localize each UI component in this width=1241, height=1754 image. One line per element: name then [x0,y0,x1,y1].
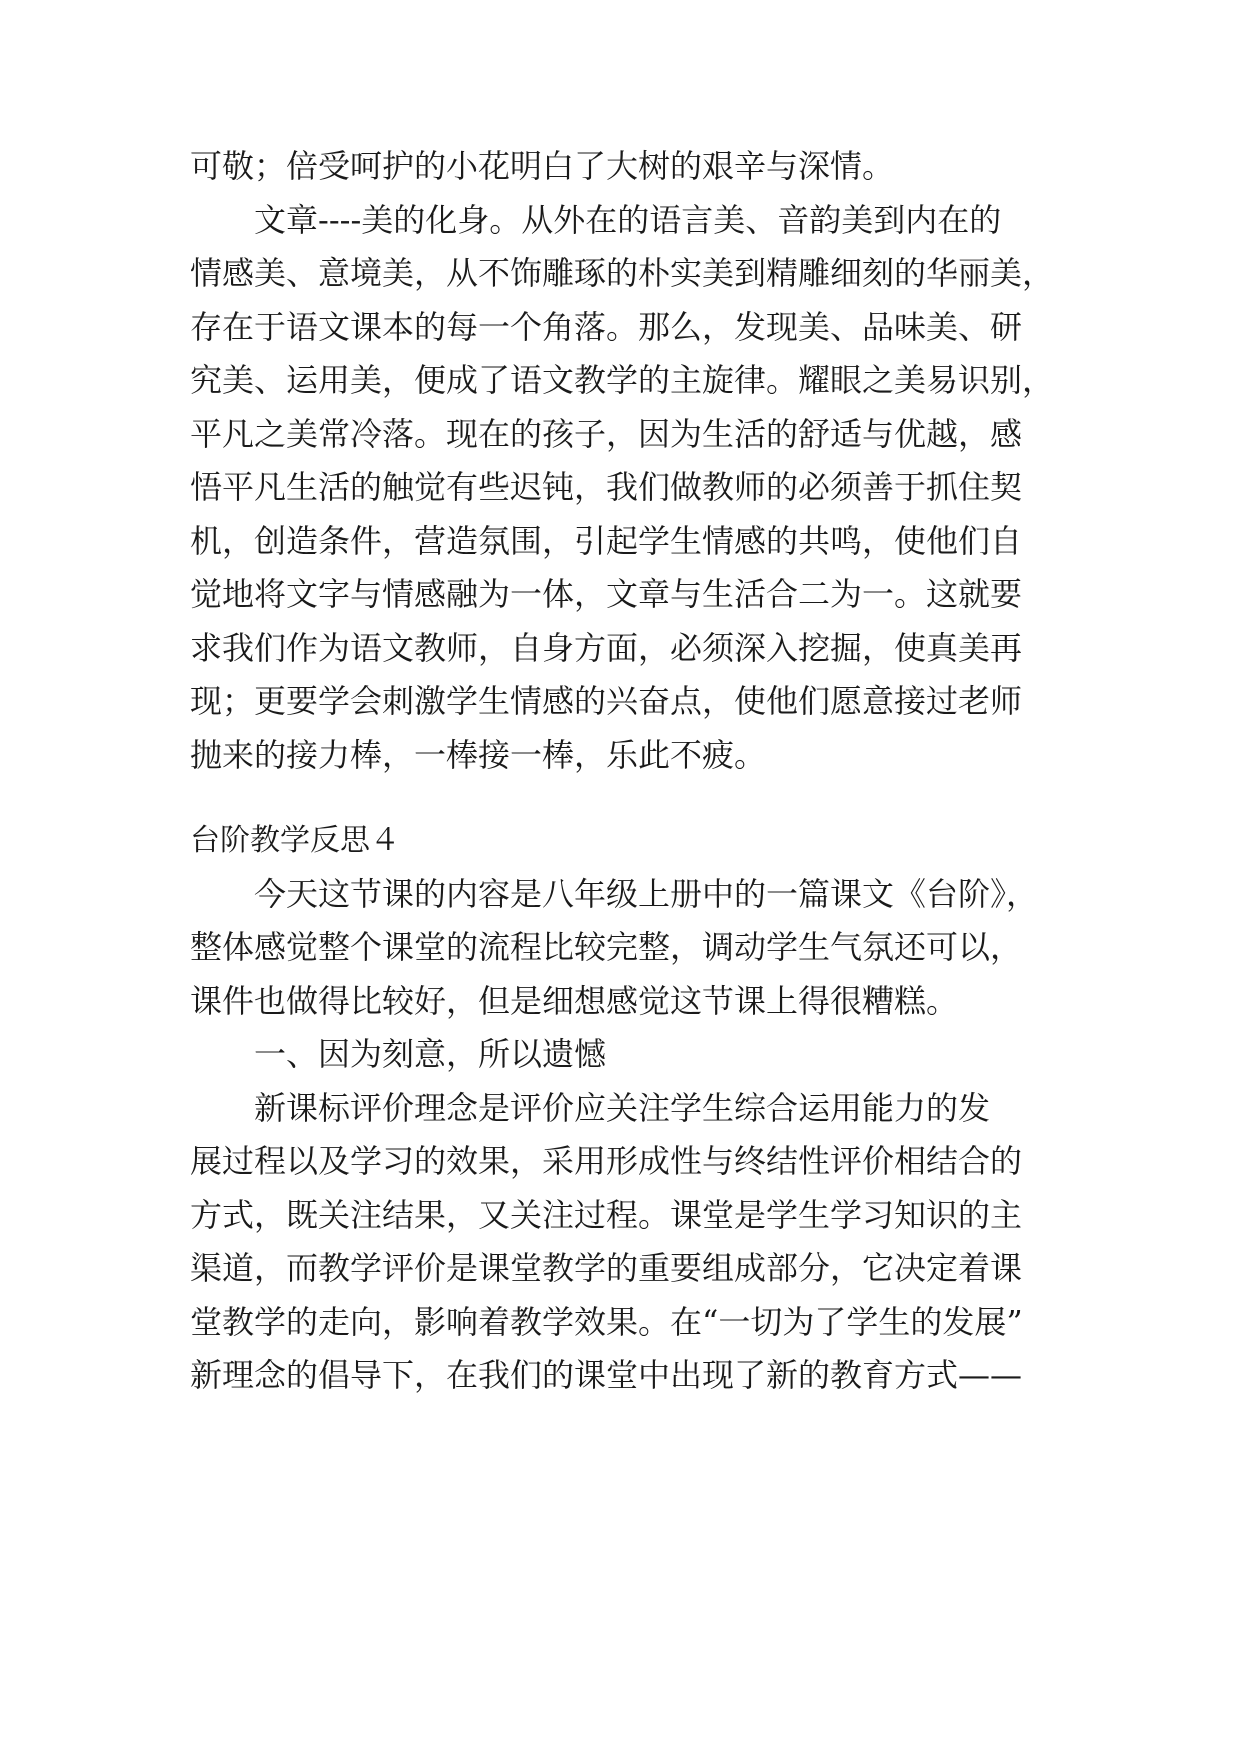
text-line: 新理念的倡导下，在我们的课堂中出现了新的教育方式—— [190,1356,1023,1394]
text-line: 文章----美的化身。从外在的语言美、音韵美到内在的 [254,201,1002,239]
text-line: 展过程以及学习的效果，采用形成性与终结性评价相结合的 [190,1142,1023,1180]
text-line: 方式，既关注结果，又关注过程。课堂是学生学习知识的主 [190,1196,1023,1234]
text-line: 堂教学的走向，影响着教学效果。在“一切为了学生的发展” [190,1303,1023,1341]
text-line: 新课标评价理念是评价应关注学生综合运用能力的发 [254,1089,991,1127]
text-line: 情感美、意境美，从不饰雕琢的朴实美到精雕细刻的华丽美， [190,254,1055,292]
text-line: 整体感觉整个课堂的流程比较完整，调动学生气氛还可以， [190,928,1023,966]
text-line: 究美、运用美，便成了语文教学的主旋律。耀眼之美易识别， [190,361,1055,399]
text-line: 抛来的接力棒，一棒接一棒，乐此不疲。 [190,736,767,774]
text-line: 课件也做得比较好，但是细想感觉这节课上得很糟糕。 [190,982,959,1020]
text-line: 悟平凡生活的触觉有些迟钝，我们做教师的必须善于抓住契 [190,468,1023,506]
text-line: 觉地将文字与情感融为一体，文章与生活合二为一。这就要 [190,575,1023,613]
text-line: 今天这节课的内容是八年级上册中的一篇课文《台阶》， [254,875,1039,913]
text-line: 可敬；倍受呵护的小花明白了大树的艰辛与深情。 [190,147,895,185]
text-line: 渠道，而教学评价是课堂教学的重要组成部分，它决定着课 [190,1249,1023,1287]
text-line: 机，创造条件，营造氛围，引起学生情感的共鸣，使他们自 [190,522,1023,560]
text-line: 平凡之美常冷落。现在的孩子，因为生活的舒适与优越，感 [190,415,1023,453]
section-heading: 台阶教学反思４ [190,823,400,858]
text-line: 存在于语文课本的每一个角落。那么，发现美、品味美、研 [190,308,1023,346]
text-line: 求我们作为语文教师，自身方面，必须深入挖掘，使真美再 [190,629,1023,667]
text-line: 现；更要学会刺激学生情感的兴奋点，使他们愿意接过老师 [190,682,1023,720]
subsection-heading: 一、因为刻意，所以遗憾 [254,1035,607,1073]
